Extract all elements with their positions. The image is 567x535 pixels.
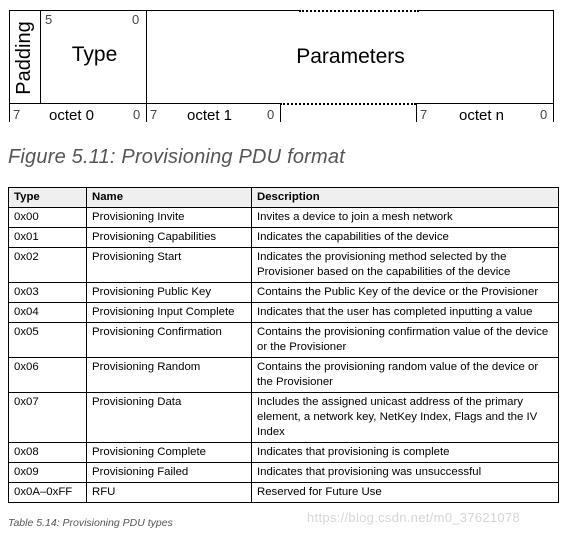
type-cell: 0x07	[9, 393, 87, 443]
table-row	[9, 228, 559, 248]
table-row	[9, 248, 559, 283]
table-row	[9, 323, 559, 358]
parameters-field-label: Parameters	[296, 45, 405, 68]
name-cell: Provisioning Data	[87, 393, 252, 443]
octet-bit-high: 7	[150, 107, 158, 122]
name-cell: Provisioning Random	[87, 358, 252, 393]
table-row	[9, 463, 559, 483]
diagram-bottom-dotted-border	[280, 103, 416, 105]
name-cell: RFU	[87, 483, 252, 503]
diagram-top-border	[9, 10, 299, 11]
padding-field-label: Padding	[13, 21, 35, 95]
type-cell: 0x02	[9, 248, 87, 283]
type-field-label: Type	[71, 43, 118, 66]
description-cell: Contains the provisioning random value of the device or the Provisioner	[252, 358, 559, 393]
table-row	[9, 208, 559, 228]
description-cell: Indicates that provisioning was unsuccessful	[252, 463, 559, 483]
type-cell: 0x01	[9, 228, 87, 248]
table-row	[9, 283, 559, 303]
octet-divider	[416, 103, 417, 122]
description-cell: Contains the provisioning confirmation value of the device or the Provisioner	[252, 323, 559, 358]
table-row	[9, 443, 559, 463]
name-cell: Provisioning Complete	[87, 443, 252, 463]
octet-bit-high: 7	[420, 107, 428, 122]
type-cell: 0x08	[9, 443, 87, 463]
column-header-description: Description	[252, 188, 559, 208]
description-cell: Invites a device to join a mesh network	[252, 208, 559, 228]
type-cell: 0x00	[9, 208, 87, 228]
name-cell: Provisioning Confirmation	[87, 323, 252, 358]
octet-bit-low: 0	[133, 107, 141, 122]
type-bit-high: 5	[45, 12, 53, 27]
name-cell: Provisioning Capabilities	[87, 228, 252, 248]
table-row	[9, 483, 559, 503]
field-divider	[40, 10, 41, 103]
table-header-row	[9, 188, 559, 208]
column-header-type: Type	[9, 188, 87, 208]
column-header-name: Name	[87, 188, 252, 208]
provisioning-pdu-types-table	[8, 187, 559, 503]
description-cell: Reserved for Future Use	[252, 483, 559, 503]
figure-caption: Figure 5.11: Provisioning PDU format	[8, 146, 345, 168]
field-divider	[9, 10, 10, 103]
octet-label: octet n	[459, 107, 505, 124]
diagram-bottom-border	[9, 103, 280, 104]
octet-label: octet 1	[187, 107, 233, 124]
description-cell: Includes the assigned unicast address of the primary element, a network key, NetKey Index, Flags and the IV Index	[252, 393, 559, 443]
name-cell: Provisioning Failed	[87, 463, 252, 483]
name-cell: Provisioning Input Complete	[87, 303, 252, 323]
name-cell: Provisioning Invite	[87, 208, 252, 228]
watermark: https://blog.csdn.net/m0_37621078	[307, 510, 520, 525]
description-cell: Indicates that the user has completed inputting a value	[252, 303, 559, 323]
pdu-format-diagram	[9, 10, 554, 122]
diagram-top-border	[419, 10, 554, 11]
octet-label: octet 0	[49, 107, 95, 124]
name-cell: Provisioning Public Key	[87, 283, 252, 303]
type-cell: 0x04	[9, 303, 87, 323]
type-cell: 0x03	[9, 283, 87, 303]
octet-bit-low: 0	[267, 107, 275, 122]
table-caption: Table 5.14: Provisioning PDU types	[8, 517, 173, 529]
octet-divider	[280, 103, 281, 122]
table-row	[9, 393, 559, 443]
description-cell: Indicates the provisioning method selected by the Provisioner based on the capabilities of the device	[252, 248, 559, 283]
type-bit-low: 0	[132, 12, 140, 27]
diagram-bottom-border	[416, 103, 554, 104]
octet-divider	[146, 103, 147, 122]
octet-bit-low: 0	[540, 107, 548, 122]
description-cell: Indicates that provisioning is complete	[252, 443, 559, 463]
type-cell: 0x09	[9, 463, 87, 483]
octet-divider	[553, 103, 554, 122]
table-row	[9, 303, 559, 323]
description-cell: Contains the Public Key of the device or the Provisioner	[252, 283, 559, 303]
table-row	[9, 358, 559, 393]
diagram-top-dotted-border	[299, 10, 419, 12]
type-cell: 0x05	[9, 323, 87, 358]
octet-divider	[9, 103, 10, 122]
description-cell: Indicates the capabilities of the device	[252, 228, 559, 248]
octet-bit-high: 7	[13, 107, 21, 122]
name-cell: Provisioning Start	[87, 248, 252, 283]
type-cell: 0x0A–0xFF	[9, 483, 87, 503]
type-cell: 0x06	[9, 358, 87, 393]
